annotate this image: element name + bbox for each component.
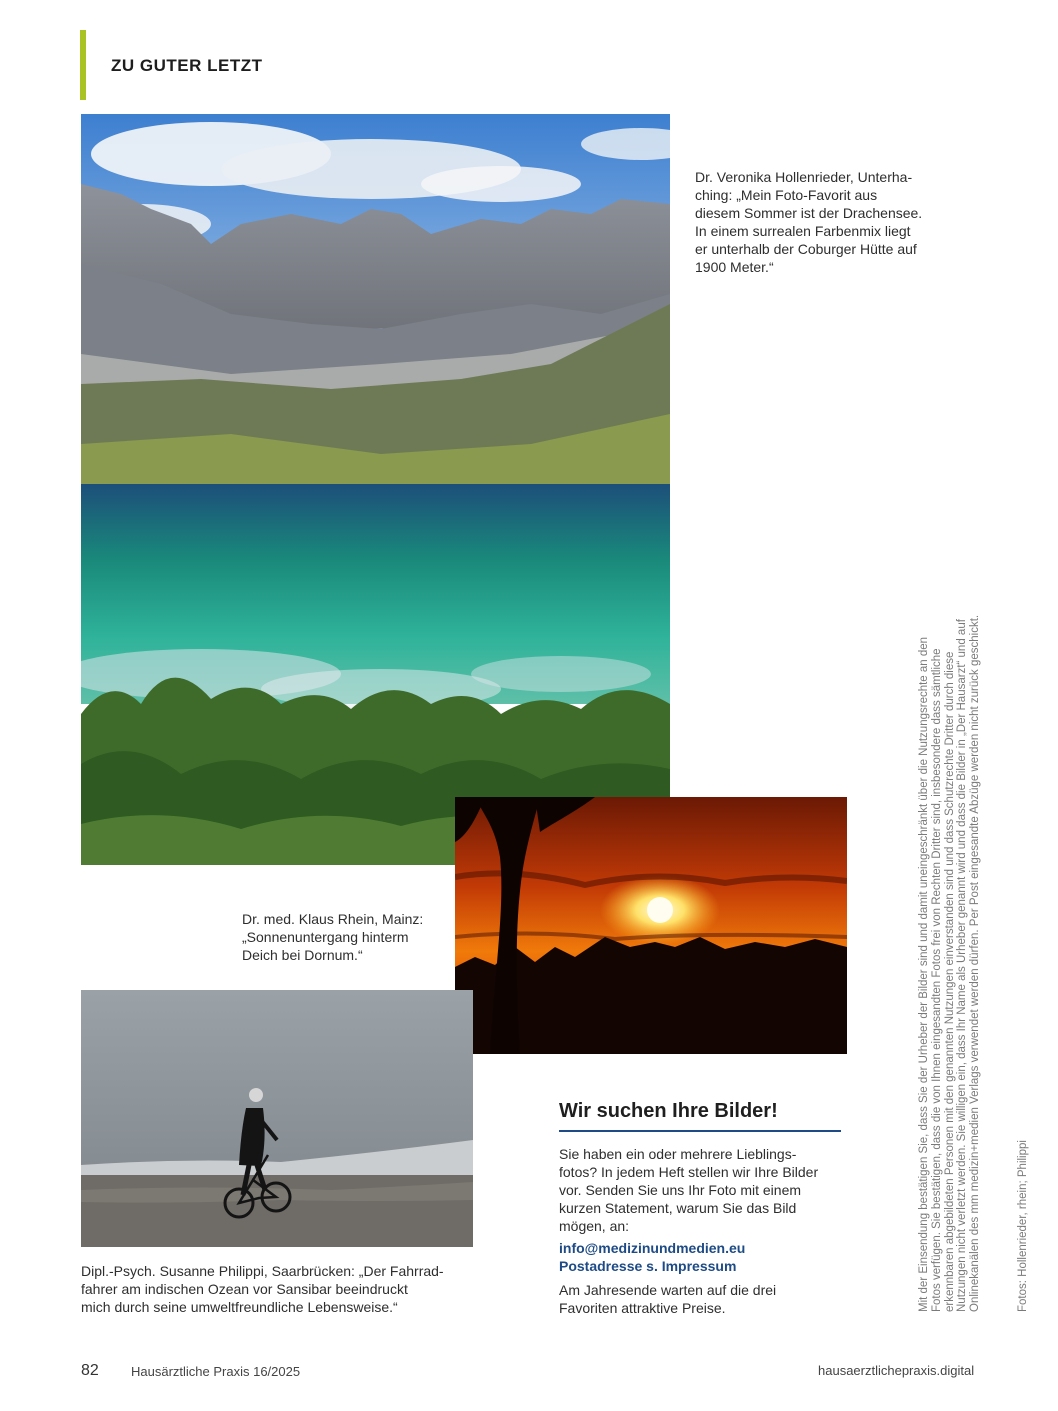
- cyclist-caption: Dipl.-Psych. Susanne Philippi, Saarbrücken: „Der Fahrrad- fahrer am indischen Ozean vor Sansibar beeindruckt mich durch seine umweltfreundliche Lebensweise.“: [81, 1263, 444, 1315]
- legal-line: Nutzungen nicht verletzt werden. Sie willigen ein, dass Ihr Name als Urheber genannt wird und dass die Bilder in „Der Hausarzt“ und auf: [956, 619, 969, 1312]
- callout-title: Wir suchen Ihre Bilder!: [559, 1100, 778, 1122]
- sunset-caption: Dr. med. Klaus Rhein, Mainz: „Sonnenuntergang hinterm Deich bei Dornum.“: [242, 911, 424, 963]
- sunset-photo: [455, 797, 847, 1054]
- postal-address-link[interactable]: Postadresse s. Impressum: [559, 1258, 737, 1274]
- legal-line: Onlinekanälen des mm medizin+medien Verlags verwendet werden dürfen. Per Post eingesandte Abzüge werden nicht zurück geschickt.: [969, 614, 982, 1312]
- section-title: ZU GUTER LETZT: [111, 56, 263, 75]
- cyclist-photo: [81, 990, 473, 1247]
- legal-line: Mit der Einsendung bestätigen Sie, dass Sie der Urheber der Bilder sind und damit uneingeschränkt über die Nutzungsrechte an den: [918, 636, 930, 1312]
- page-number: 82: [81, 1362, 99, 1379]
- callout-closing-text: Am Jahresende warten auf die drei Favoriten attraktive Preise.: [559, 1282, 777, 1316]
- section-accent-bar: [80, 30, 86, 100]
- magazine-issue: Hausärztliche Praxis 16/2025: [131, 1364, 301, 1379]
- legal-notice: [918, 615, 982, 1312]
- legal-line: Fotos verfügen. Sie bestätigen, dass die von Ihnen eingesandten Fotos frei von Rechten Dritter sind, insbesondere dass sämtliche: [930, 648, 943, 1312]
- lake-photo: [81, 114, 670, 865]
- callout-rule: [559, 1130, 841, 1132]
- lake-caption: Dr. Veronika Hollenrieder, Unterha- ching: „Mein Foto-Favorit aus diesem Sommer ist der Drachensee. In einem surrealen Farbenmix liegt er unterhalb der Coburger Hütte auf 1900 Meter.“: [695, 169, 923, 275]
- website-link[interactable]: hausaerztlichepraxis.digital: [818, 1363, 975, 1378]
- email-link[interactable]: info@medizinundmedien.eu: [559, 1240, 746, 1256]
- callout-text: Sie haben ein oder mehrere Lieblings- fotos? In jedem Heft stellen wir Ihre Bilder vor. Senden Sie uns Ihr Foto mit einem kurzen Statement, warum Sie das Bild mögen, an:: [559, 1146, 819, 1234]
- photo-credit: Fotos: Hollenrieder, rhein; Philippi: [1017, 1140, 1029, 1312]
- legal-line: erkennbaren abgebildeten Personen mit den genannten Nutzungen einverstanden sind und dass Schutzrechte Dritter durch diese: [943, 651, 956, 1312]
